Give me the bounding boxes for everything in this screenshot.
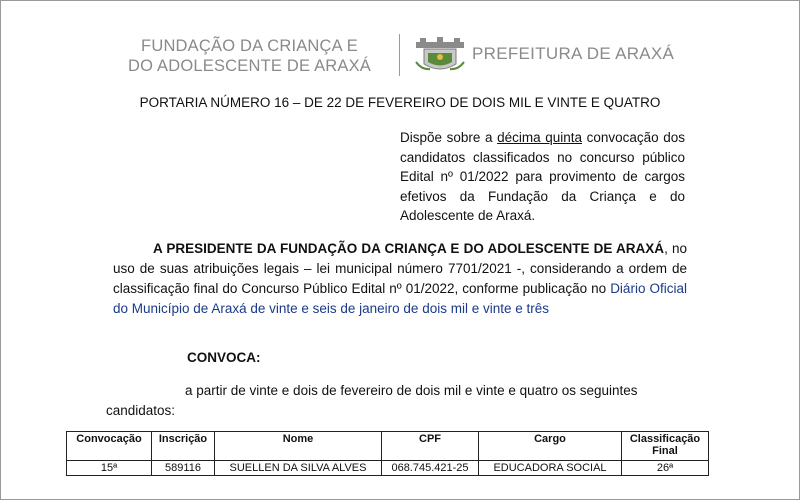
convoca-label: CONVOCA: xyxy=(187,350,261,365)
candidates-table xyxy=(66,431,709,476)
letterhead xyxy=(0,34,800,78)
header-cargo: Cargo xyxy=(479,432,622,461)
foundation-name xyxy=(128,36,371,76)
ementa-end: convocação dos candidatos classificados no concurso público Edital nº 01/2022 para provimento de cargos efetivos da Fundação da Criança e do Adolescente de Araxá. xyxy=(400,130,685,223)
president-title: A PRESIDENTE DA FUNDAÇÃO DA CRIANÇA E DO ADOLESCENTE DE ARAXÁ xyxy=(153,241,665,256)
cell-nome: SUELLEN DA SILVA ALVES xyxy=(215,461,382,476)
header-classificacao: Classificação Final xyxy=(622,432,709,461)
table-row xyxy=(67,461,709,476)
cell-cargo: EDUCADORA SOCIAL xyxy=(479,461,622,476)
header-inscricao: Inscrição xyxy=(152,432,215,461)
header-cpf: CPF xyxy=(382,432,479,461)
araxa-coat-of-arms-icon xyxy=(414,36,466,74)
cell-inscricao: 589116 xyxy=(152,461,215,476)
ementa-start: Dispõe sobre a xyxy=(400,130,498,145)
cell-convocacao: 15ª xyxy=(67,461,152,476)
ementa xyxy=(400,128,685,226)
portaria-title: PORTARIA NÚMERO 16 – DE 22 DE FEVEREIRO DE DOIS MIL E VINTE E QUATRO xyxy=(139,95,661,110)
body-text: , no uso de suas atribuições legais – lei municipal número 7701/2021 -, considerando a ordem de classificação final do Concurso Público Edital nº 01/2022, conforme publicação no xyxy=(113,241,687,296)
header-divider xyxy=(399,34,400,76)
ementa-underlined: décima quinta xyxy=(497,130,582,145)
foundation-name-line1: FUNDAÇÃO DA CRIANÇA E xyxy=(141,37,358,55)
cell-cpf: 068.745.421-25 xyxy=(382,461,479,476)
body-paragraph xyxy=(113,239,687,319)
diario-oficial-reference: Diário Oficial do Município de Araxá de vinte e seis de janeiro de dois mil e vinte e três xyxy=(113,281,687,316)
header-convocacao: Convocação xyxy=(67,432,152,461)
city-hall-name: PREFEITURA DE ARAXÁ xyxy=(472,44,675,63)
cell-classificacao: 26ª xyxy=(622,461,709,476)
table-header-row xyxy=(67,432,709,461)
header-nome: Nome xyxy=(215,432,382,461)
foundation-name-line2: DO ADOLESCENTE DE ARAXÁ xyxy=(128,57,372,75)
convoca-text: a partir de vinte e dois de fevereiro de dois mil e vinte e quatro os seguintes candidatos: xyxy=(106,383,638,418)
